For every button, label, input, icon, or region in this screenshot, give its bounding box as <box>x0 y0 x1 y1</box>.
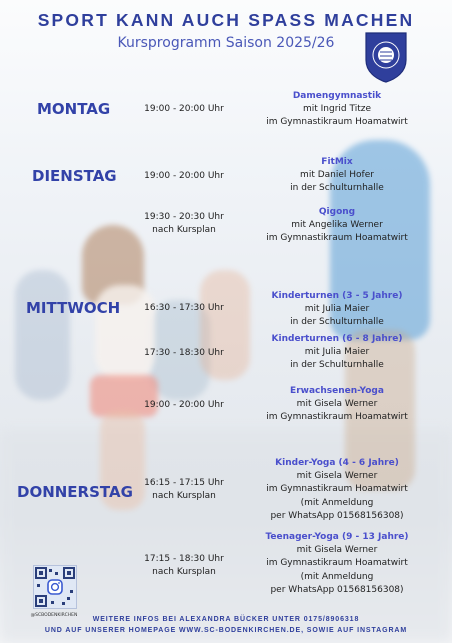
course-time: 16:30 - 17:30 Uhr <box>144 303 224 313</box>
club-logo <box>363 30 409 84</box>
page-subtitle: Kursprogramm Saison 2025/26 <box>117 35 335 51</box>
course-name: Erwachsenen-Yoga <box>290 386 384 396</box>
day-tuesday: DIENSTAG <box>32 167 117 185</box>
course-name: Qigong <box>318 207 356 217</box>
day-wednesday: MITTWOCH <box>26 299 121 317</box>
course-time: 19:00 - 20:00 Uhr <box>144 400 224 410</box>
course-name: Damengymnastik <box>292 91 382 101</box>
page-title: SPORT KANN AUCH SPASS MACHEN <box>37 10 415 30</box>
day-thursday: DONNERSTAG <box>17 483 133 501</box>
course-name: FitMix <box>321 157 353 167</box>
course-time: 19:00 - 20:00 Uhr <box>144 104 224 114</box>
footer-line-1: WEITERE INFOS BEI ALEXANDRA BÜCKER UNTER 0175/8906318 <box>92 616 360 623</box>
course-time: 19:30 - 20:30 Uhr nach Kursplan <box>144 212 224 235</box>
background-runner <box>15 270 70 400</box>
qr-pattern <box>34 566 76 608</box>
course-entry: Teenager-Yoga (9 - 13 Jahre) mit Gisela Werner im Gymnastikraum Hoamatwirt (mit Anmeldung per WhatsApp 01568156308) <box>227 531 447 597</box>
course-entry: Damengymnastik mit Ingrid Titze im Gymnastikraum Hoamatwirt <box>227 90 447 130</box>
instagram-icon <box>48 580 62 594</box>
course-time: 17:15 - 18:30 Uhr nach Kursplan <box>144 554 224 577</box>
course-entry: Kinderturnen (3 - 5 Jahre) mit Julia Maier in der Schulturnhalle <box>227 290 447 330</box>
course-time: 19:00 - 20:00 Uhr <box>144 171 224 181</box>
course-entry: Qigong mit Angelika Werner im Gymnastikraum Hoamatwirt <box>227 206 447 246</box>
course-name: Kinder-Yoga (4 - 6 Jahre) <box>275 458 399 468</box>
course-time: 17:30 - 18:30 Uhr <box>144 348 224 358</box>
qr-code[interactable] <box>33 565 77 609</box>
course-time: 16:15 - 17:15 Uhr nach Kursplan <box>144 478 224 501</box>
footer-line-2: UND AUF UNSERER HOMEPAGE WWW.SC-BODENKIRCHEN.DE, SOWIE AUF INSTAGRAM <box>44 627 408 634</box>
course-name: Kinderturnen (6 - 8 Jahre) <box>271 334 403 344</box>
course-entry: FitMix mit Daniel Hofer in der Schulturnhalle <box>227 156 447 196</box>
day-monday: MONTAG <box>37 100 111 118</box>
course-entry: Erwachsenen-Yoga mit Gisela Werner im Gymnastikraum Hoamatwirt <box>227 385 447 425</box>
qr-caption: @SCBODENKIRCHEN <box>30 613 78 618</box>
course-entry: Kinderturnen (6 - 8 Jahre) mit Julia Maier in der Schulturnhalle <box>227 333 447 373</box>
course-entry: Kinder-Yoga (4 - 6 Jahre) mit Gisela Werner im Gymnastikraum Hoamatwirt (mit Anmeldung per WhatsApp 01568156308) <box>227 457 447 523</box>
course-name: Kinderturnen (3 - 5 Jahre) <box>271 291 403 301</box>
course-name: Teenager-Yoga (9 - 13 Jahre) <box>265 532 409 542</box>
